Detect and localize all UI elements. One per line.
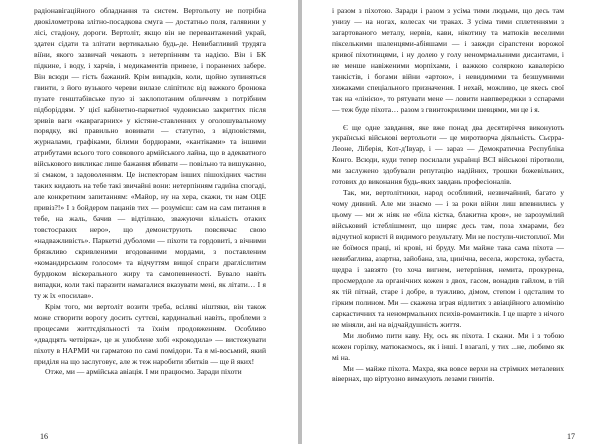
paragraph: Ми — майже піхота. Махра, яка вовсе верхи на стрімких металевих вівернах, що віртуозно вимахують лезами гвинтів. [332,363,564,384]
right-page-text [332,6,564,436]
paragraph: радіонавігаційного обладнання та систем. Вертольоту не потрібна двокілометрова злітно-посадкова смуга — достатньо поля, галявини у лісі, стадіону, дороги. Вертоліт, якщо він не перевантажений украй, здатен сідати та злітати вертикально будь-де. Невибагливий трудяга віїни, якого зазвичай чекають з нетерпінням та надією. Він і БК підкине, і воду, і харчів, і медикаментів привезе, і поранених забере. Він всюди — гість бажаний. Крім випадків, коли, щойно зупиняться гвинти, з його вузького череви вилазе сліпітилє від важкого бронюка пузате генштабівське пузо зі заклопотаним обличчям з потрібним підборіддям. У цієї кабінетно-паркетної чудовисько закриттих після зривів ваги «каврагарних» у кістяне-ставленних у оголошувальному порядку, які правильно вовивати — статутно, з відповістями, журналами, графіками, білими бордюрами, «кантіками» та іншими атрибутами всього того совкового армійського лайна, що в адекватного військового викликає лише бажання вбивати — повільно та вишуканно, зі смаком, з задоволенням. Це інспекторам інших пішохідних частин таких кидають на тебе такі звичайні вони: нетерпінням гадиїна спогаді, але конкретним запитанням: «Майор, ну на хера, скажи, ти нам ОЦЕ привіз?!» І з бойдером пацанів тих — розумієш: сам на сам питання в тебе, на жаль, бачив — відтілнаю, зважуючи кількість отаких товстосраких неро», що демонструють повсякчас свою «надважливість». Паркетні дуболоми — піхоти та гордовиті, з вічними брязкливо скривленими вгодованими мордами, з поставленим «командирським голосом» та відчуттям вищої спраги драгліслитим бурдюком віскерального жиру та самопевненості. Бувало навіть випадки, коли такі паразити намагалися вказувати мені, як літати… І я ту ж їх «посилав». [34,6,266,300]
page-number: 16 [40,432,48,441]
paragraph: Крім того, ми вертоліт возити треба, всілякі ніштяки, він також може створити ворогу досить суттєві, кардинальні навіть, проблеми з процесами життєдіяльності та їхнім продовженням. Особливо «двадцять четвірка», це ж улюблене хобі «крокодила» — вистежувати піхоту в НАРМИ чи гарматою по самі помідори. Та я мі-восьмий, який приділя на що заслуговує, але ж теж наробити збитків — ще й яких! [34,301,266,366]
paragraph: і разом з піхотою. Заради і разом з усіма тими людьми, що десь там унизу — на ногах, колесах чи траках. З усіма тими сплетеннями з загартованого металу, нервів, кави, нікотину та матюків веселими пікселькими шаленцями-абіяшами — і завжди сірапстени ворожої кривої піхотинцями, і ну долею у голу неномрмальними дисантами, і не менше навіженими морпіхами, і важкою соляркою кавалерією танкістів, і богами війни «артою», і невидимими та безшумними хижаками спеціального призначення. І нехай, можливо, це якесь свої так на «лінією», то рятувати мене — ловити навпвереджки з сспарами — теж буде піхота… разом з гвинтокрилими шевцями, ми це і я. [332,6,564,114]
paragraph: Отже, ми — армійська авіація. І ми працюємо. Заради піхоти [45,367,242,377]
page-number: 17 [567,432,575,441]
right-page [302,0,600,444]
left-page-text [34,6,266,436]
paragraph: Ми любимо пити каву. Ну, ось як піхота. І скажи. Ми і з тобою кожен горілку, матюкаємось, як і інші. І взагалі, у тих ...не, любимо як мі на. [332,330,564,362]
left-page [0,0,298,444]
paragraph: Є ще одне завдання, яке вже понад два десятиріччя виконують українські військові вертольоти — це миротворча діяльність. Сьєрра-Леоне, Ліберія, Кот-д'Івуар, і — зараз — Демократична Республіка Конго. Всюди, куди тепер посилали українці ВСІ військові піротволи, ми заслужено здобували репутацію надійних, трошки божевільних, готових до виконання будь-яких завдань професіоналів. [332,122,564,187]
paragraph: Так, ми, вертолітники, народ особливий, незвичайний, багато у чому дивний. Але ми знаємо — і за роки війни лиш впевнились у цьому — ми ж ніяк не «біла кістка, блакитна кров», не зарозумілий військовий істеблішмент, що ширяє десь там, поза хмарами, без відчутної користі й видимого результату. Ми не постули-чистоплюї. Ми не боїмося праці, ні крові, ні бруду. Ми майже така сама піхота — невибаглива, азартна, зайобана, зла, цинічна, весела, жорстока, зубаста, щедра і завзято (то хоча вигнем, нетерпіння, немита, прокурена, просмердоле ла органічних кожен з двох, гасом, вонадив гайлом, в тій як тій пітнай, старе і добре, в тужливо, дімом, степом і одсталим то гірким полином. Ми — скажена зграя відлитих з авіаційного алюмінію саркастичних та неномрмальних психів-романтиків. І це шарте з нічого не міняли, ані на відчайдушність життя. [332,188,564,329]
